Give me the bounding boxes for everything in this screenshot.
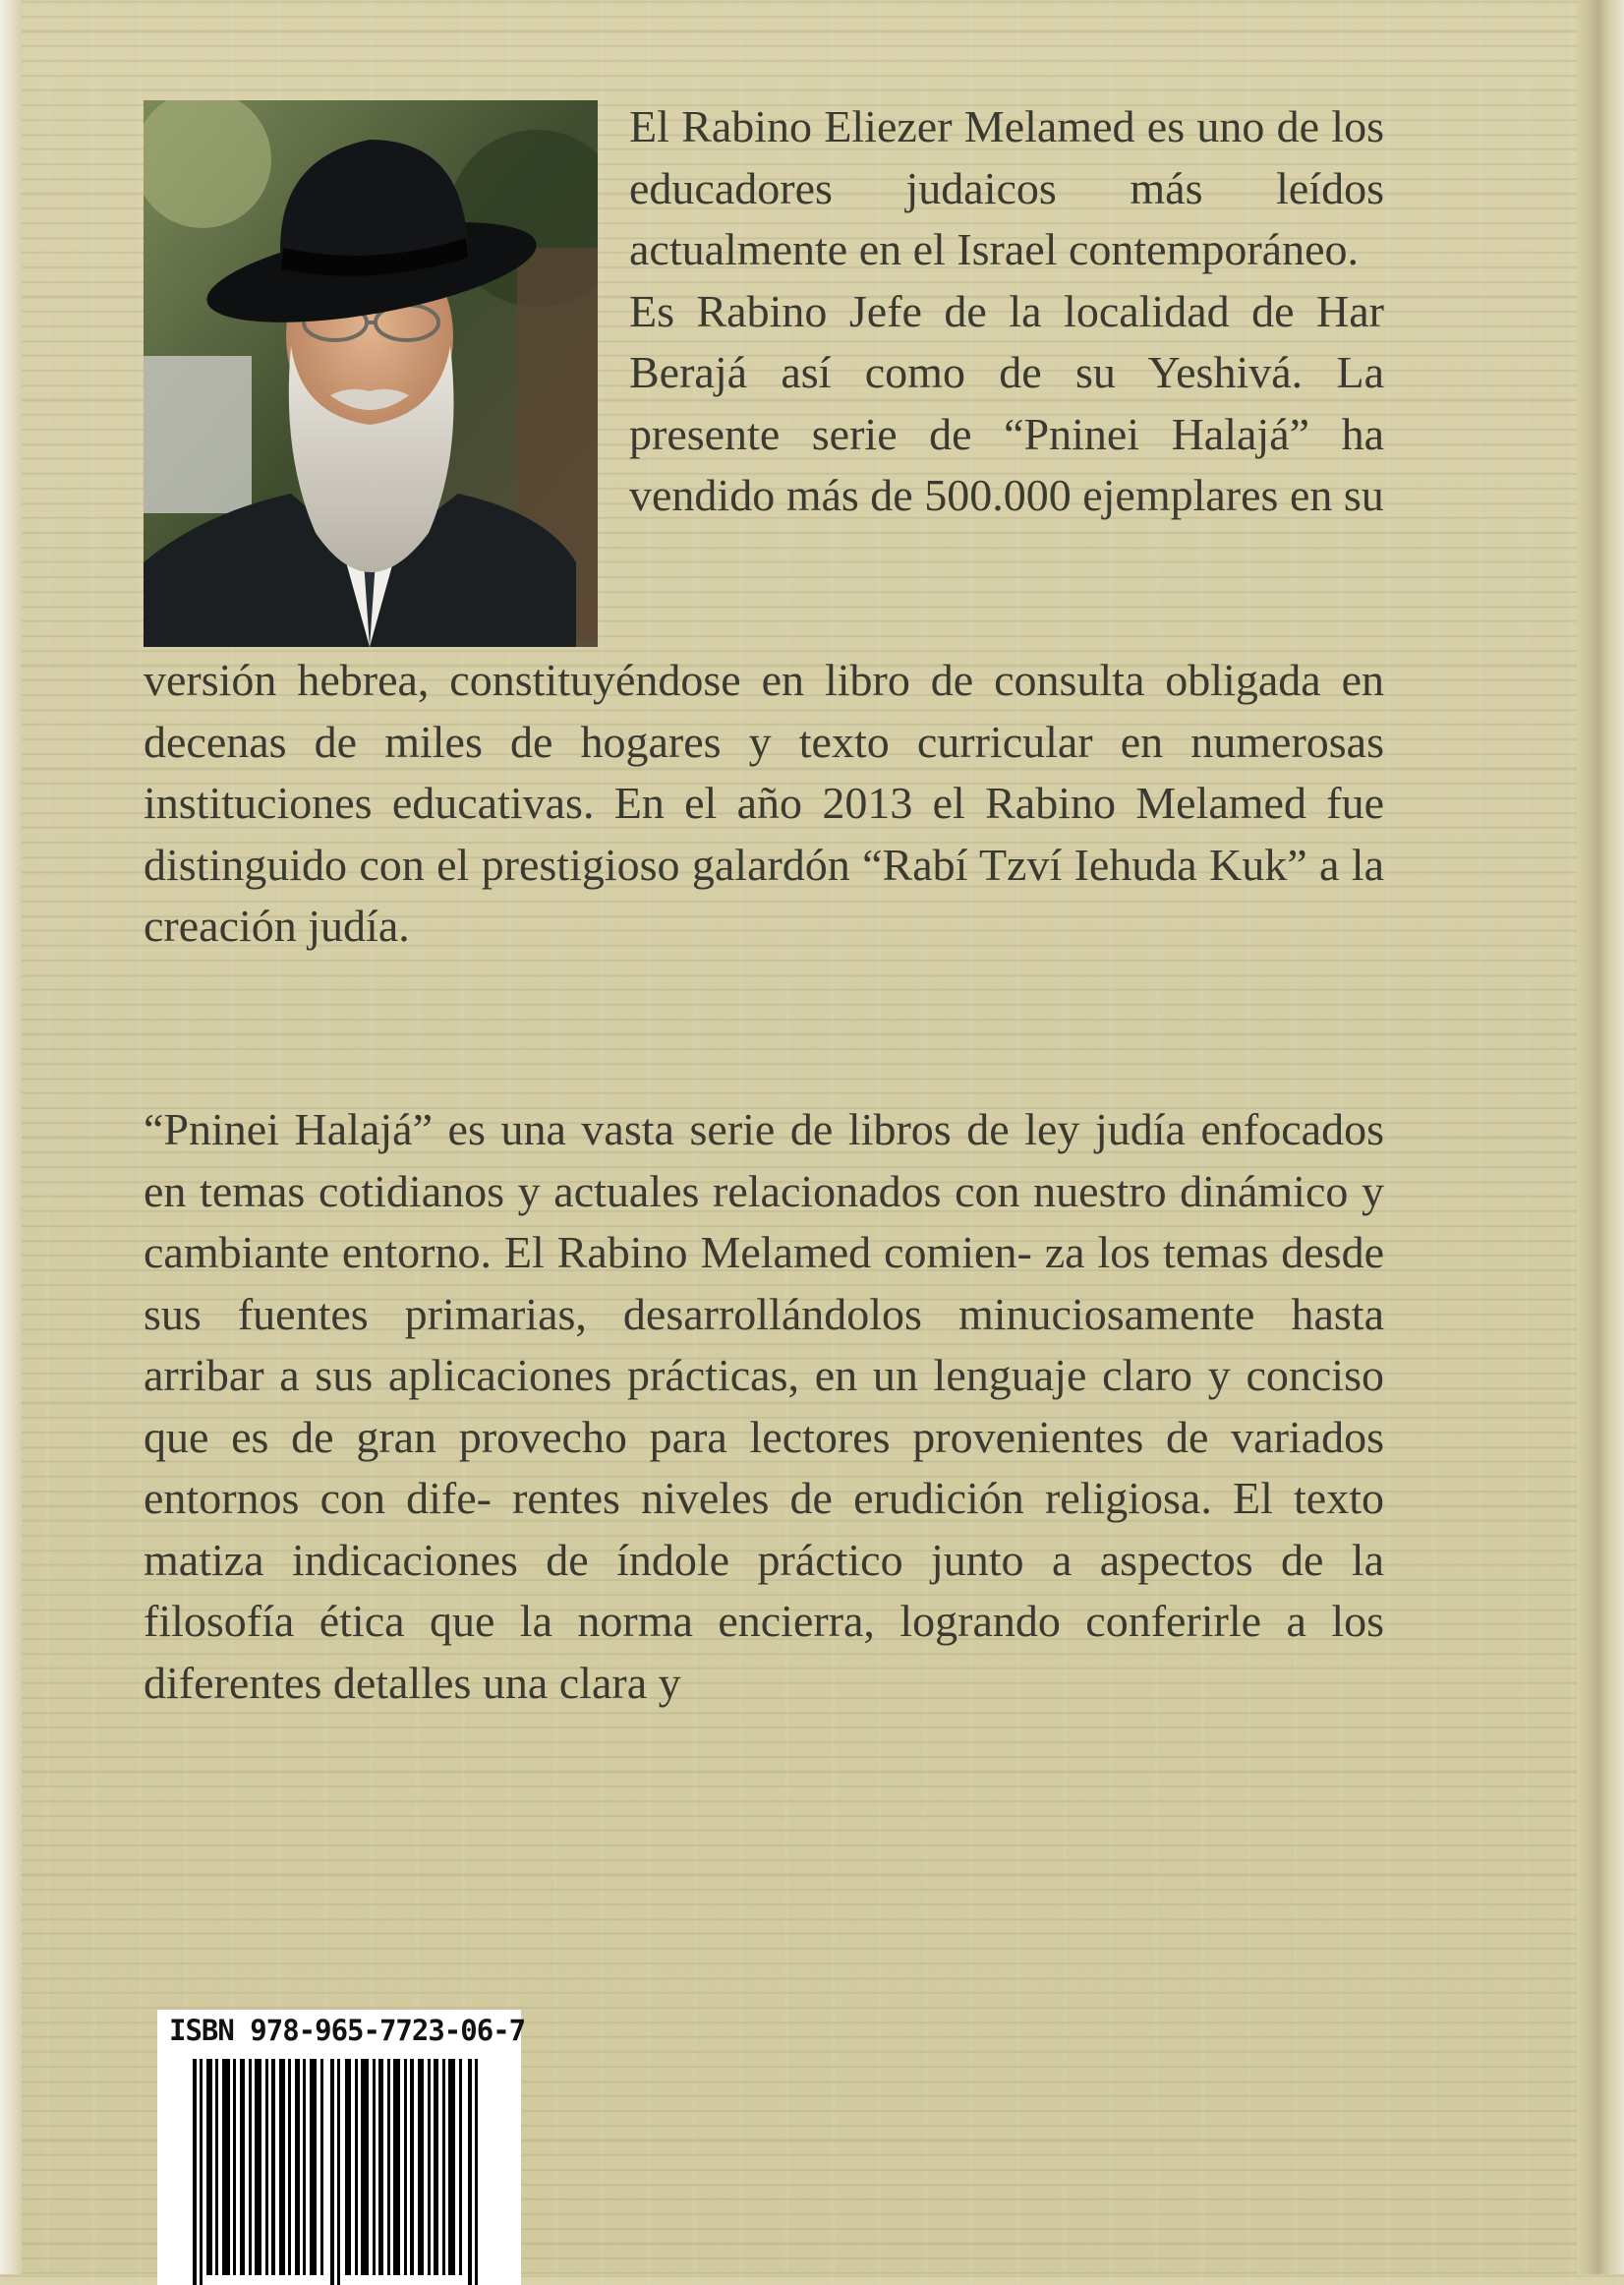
author-photo [144, 100, 598, 647]
cover-left-edge [0, 0, 22, 2274]
barcode-icon [193, 2059, 488, 2285]
series-description-text: “Pninei Halajá” es una vasta serie de libros de ley judía enfocados en temas cotidianos y actuales relacionados con nuestro dinámico y cambiante entorno. El Rabino Melamed comien- za los temas desde sus fuentes primarias, desarrollándolos minuciosamente hasta arribar a sus aplicaciones prácticas, en un lenguaje claro y conciso que es de gran provecho para lectores provenientes de variados entornos con dife- rentes niveles de erudición religiosa. El texto matiza indicaciones de índole práctico junto a aspectos de la filosofía ética que la norma encierra, logrando conferirle a los diferentes detalles una clara y [144, 1104, 1384, 1708]
isbn-barcode-label [157, 2010, 526, 2285]
isbn-number: ISBN 978-965-7723-06-7 [169, 2014, 526, 2047]
rabbi-portrait-icon [144, 100, 598, 647]
cover-spine-edge [1577, 0, 1624, 2274]
author-bio-text: versión hebrea, constituyéndose en libro de consulta obligada en decenas de miles de hogares y texto curricular en numerosas instituciones educativas. En el año 2013 el Rabino Melamed fue distinguido con el prestigioso galardón “Rabí Tzví Iehuda Kuk” a la creación judía. [144, 655, 1384, 951]
author-bio-wrapped-text: El Rabino Eliezer Melamed es uno de los educadores judaicos más leídos actualmente en el Israel contemporáneo. Es Rabino Jefe de la localidad de Har Berajá así como de su Yeshivá. La presente serie de “Pninei Halajá” ha vendido más de 500.000 ejemplares en su [629, 101, 1384, 520]
